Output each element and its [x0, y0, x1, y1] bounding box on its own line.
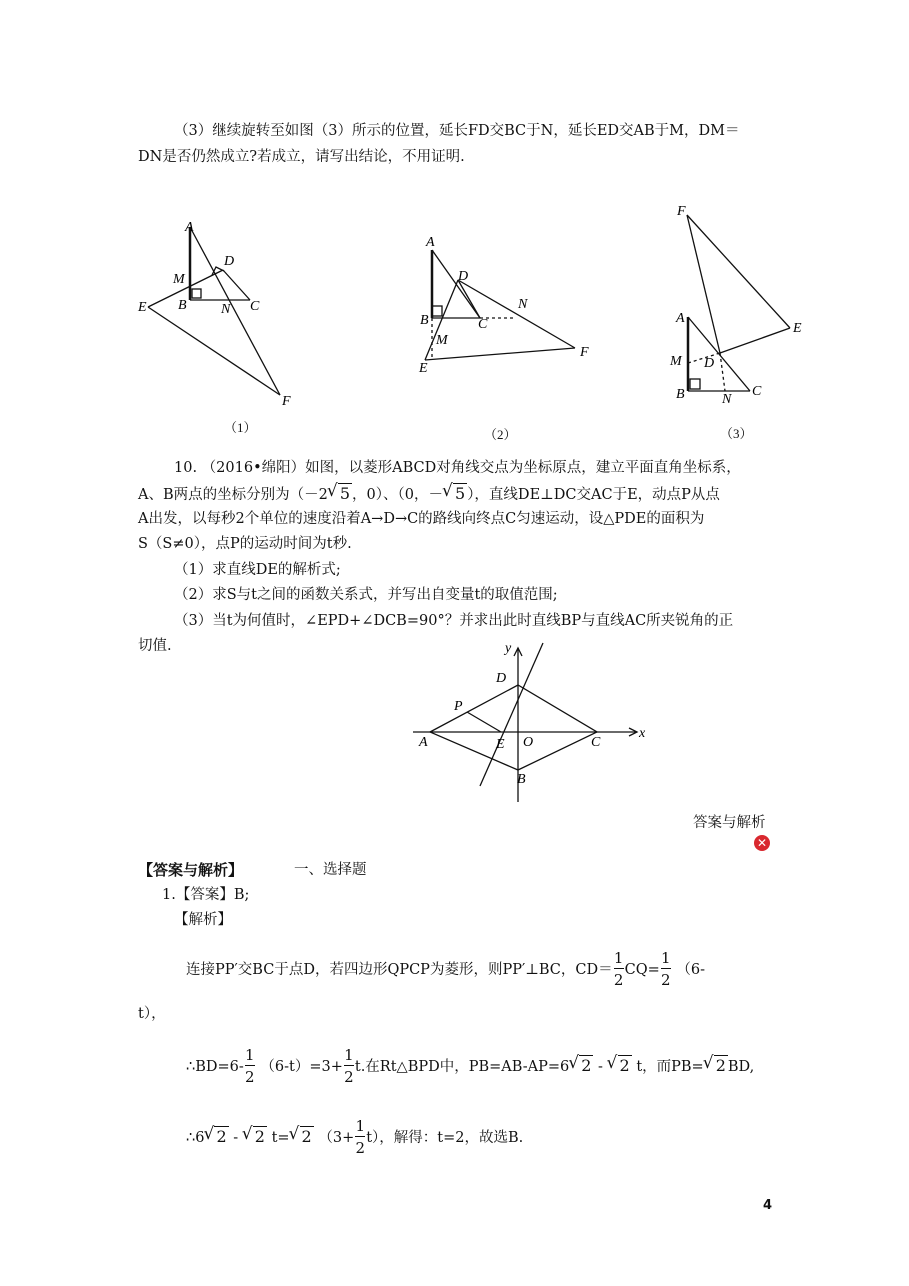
fig4-label-d: D [496, 671, 507, 686]
sol-line1-a: 连接PP′交BC于点D，若四边形QPCP为菱形，则PP′⊥BC，CD＝ [186, 962, 613, 978]
fig1-caption: （1） [224, 420, 257, 435]
q9-part3-line1: （3）继续旋转至如图（3）所示的位置，延长FD交BC于N，延长ED交AB于M，DM＝ [174, 123, 740, 139]
q9-part3-line2: DN是否仍然成立?若成立，请写出结论，不用证明. [138, 149, 465, 165]
fig4-label-e: E [496, 737, 505, 752]
sol-line2-d: t，而PB= [636, 1059, 704, 1075]
fig1-label-d: D [224, 254, 235, 269]
fig3-label-m: M [670, 354, 682, 369]
sol-line1-b: CQ= [624, 962, 660, 978]
fig1-label-a: A [185, 220, 194, 235]
fig4-label-b: B [517, 772, 526, 787]
answer-toggle-link[interactable]: 答案与解析 [693, 815, 766, 831]
figure-1 [130, 215, 300, 415]
solution-line-2: ∴BD=6- $\frac{1}{2}$ （6-t）=3+ $\frac{1}{2}$ t.在Rt△BPD中，PB=AB-AP=6√ 2 - √ 2 t，而PB=√ 2 BD, [186, 1056, 754, 1077]
fig2-label-a: A [426, 235, 435, 250]
q10-sub1: （1）求直线DE的解析式; [174, 562, 341, 578]
q10-line2-a: A、B两点的坐标分别为（－2 [138, 487, 328, 503]
answer-1: 1.【答案】B; [162, 887, 250, 903]
q10-sub2: （2）求S与t之间的函数关系式，并写出自变量t的取值范围; [174, 587, 558, 603]
sol-line1-c: （6- [676, 962, 705, 978]
q10-line4: S（S≠0），点P的运动时间为t秒. [138, 536, 352, 552]
fig4-label-p: P [454, 699, 463, 714]
q10-line2-c: ），直线DE⊥DC交AC于E，动点P从点 [467, 487, 720, 503]
fig3-caption: （3） [720, 426, 753, 441]
sol-line3-b: t= [271, 1130, 290, 1146]
sqrt-2: √ 2 [243, 1127, 267, 1148]
sol-line2-b: （6-t）=3+ [260, 1059, 343, 1075]
fig2-label-f: F [580, 345, 589, 360]
fig3-label-a: A [676, 311, 685, 326]
figure-4 [405, 640, 655, 805]
fig3-label-b: B [676, 387, 685, 402]
sol-line2-a: ∴BD=6- [186, 1059, 244, 1075]
fig3-label-n: N [722, 392, 732, 407]
close-icon[interactable]: ✕ [754, 835, 770, 851]
section-title: 一、选择题 [294, 862, 367, 878]
fig4-label-a: A [419, 735, 428, 750]
minus-sign: - [598, 1059, 603, 1075]
q10-line2-b: ，0）、（0，－ [352, 487, 443, 503]
q10-line2 [138, 484, 720, 505]
answer-header: 【答案与解析】 [138, 861, 244, 879]
figure-2 [410, 230, 600, 380]
fig2-caption: （2） [484, 427, 517, 442]
sol-line3-a: ∴6 [186, 1130, 205, 1146]
minus-sign: - [233, 1130, 239, 1146]
fig2-label-m: M [436, 333, 448, 348]
fig2-label-c: C [478, 317, 488, 332]
fig3-label-c: C [752, 384, 762, 399]
sqrt-2: √ 2 [608, 1056, 632, 1077]
sol-line3-c: （3+ [318, 1130, 355, 1146]
fig1-label-c: C [250, 299, 260, 314]
fig4-label-c: C [591, 735, 601, 750]
fig3-label-f: F [677, 204, 686, 219]
figure-3 [660, 195, 820, 415]
page-number: 4 [763, 1198, 773, 1213]
analysis-label: 【解析】 [174, 912, 232, 928]
fig2-label-d: D [458, 269, 469, 284]
fig3-label-d: D [704, 356, 715, 371]
fig4-label-x: x [639, 726, 646, 741]
fig2-label-e: E [419, 361, 428, 376]
fig1-label-f: F [282, 394, 291, 409]
sqrt-2: √ 2 [290, 1127, 314, 1148]
fig2-label-b: B [420, 313, 429, 328]
sqrt-5-second: √ 5 [443, 484, 467, 505]
fig1-label-e: E [138, 300, 147, 315]
sqrt-2: √ 2 [569, 1056, 593, 1077]
fig1-label-n: N [221, 302, 231, 317]
sqrt-5-first: √ 5 [328, 484, 352, 505]
q10-line3: A出发，以每秒2个单位的速度沿着A→D→C的路线向终点C匀速运动，设△PDE的面积为 [138, 511, 705, 527]
sqrt-2: √ 2 [704, 1056, 728, 1077]
fig1-label-b: B [178, 298, 187, 313]
fig1-label-m: M [173, 272, 185, 287]
fig4-label-y: y [505, 641, 512, 656]
sol-line3-d: t），解得：t=2，故选B. [366, 1130, 524, 1146]
solution-line-3: ∴6√ 2 - √ 2 t=√ 2 （3+ $\frac{1}{2}$ t），解得：t=2，故选B. [186, 1127, 523, 1148]
fig4-label-o: O [523, 735, 534, 750]
sol-line2-c: t.在Rt△BPD中，PB=AB-AP=6 [354, 1059, 570, 1075]
solution-line-1: 连接PP′交BC于点D，若四边形QPCP为菱形，则PP′⊥BC，CD＝ $\frac{1}{2}$ CQ= $\frac{1}{2}$ （6- [186, 949, 705, 989]
q10-sub3b: 切值. [138, 638, 172, 654]
q10-line1: 10. （2016•绵阳）如图，以菱形ABCD对角线交点为坐标原点，建立平面直角坐标系， [174, 460, 741, 476]
fig2-label-n: N [518, 297, 528, 312]
sol-line2-e: BD, [727, 1059, 755, 1075]
q10-sub3: （3）当t为何值时，∠EPD+∠DCB=90°？并求出此时直线BP与直线AC所夹锐角的正 [174, 613, 734, 629]
fig3-label-e: E [793, 321, 802, 336]
solution-line-1-cont: t）， [138, 1006, 166, 1022]
sqrt-2: √ 2 [204, 1127, 228, 1148]
